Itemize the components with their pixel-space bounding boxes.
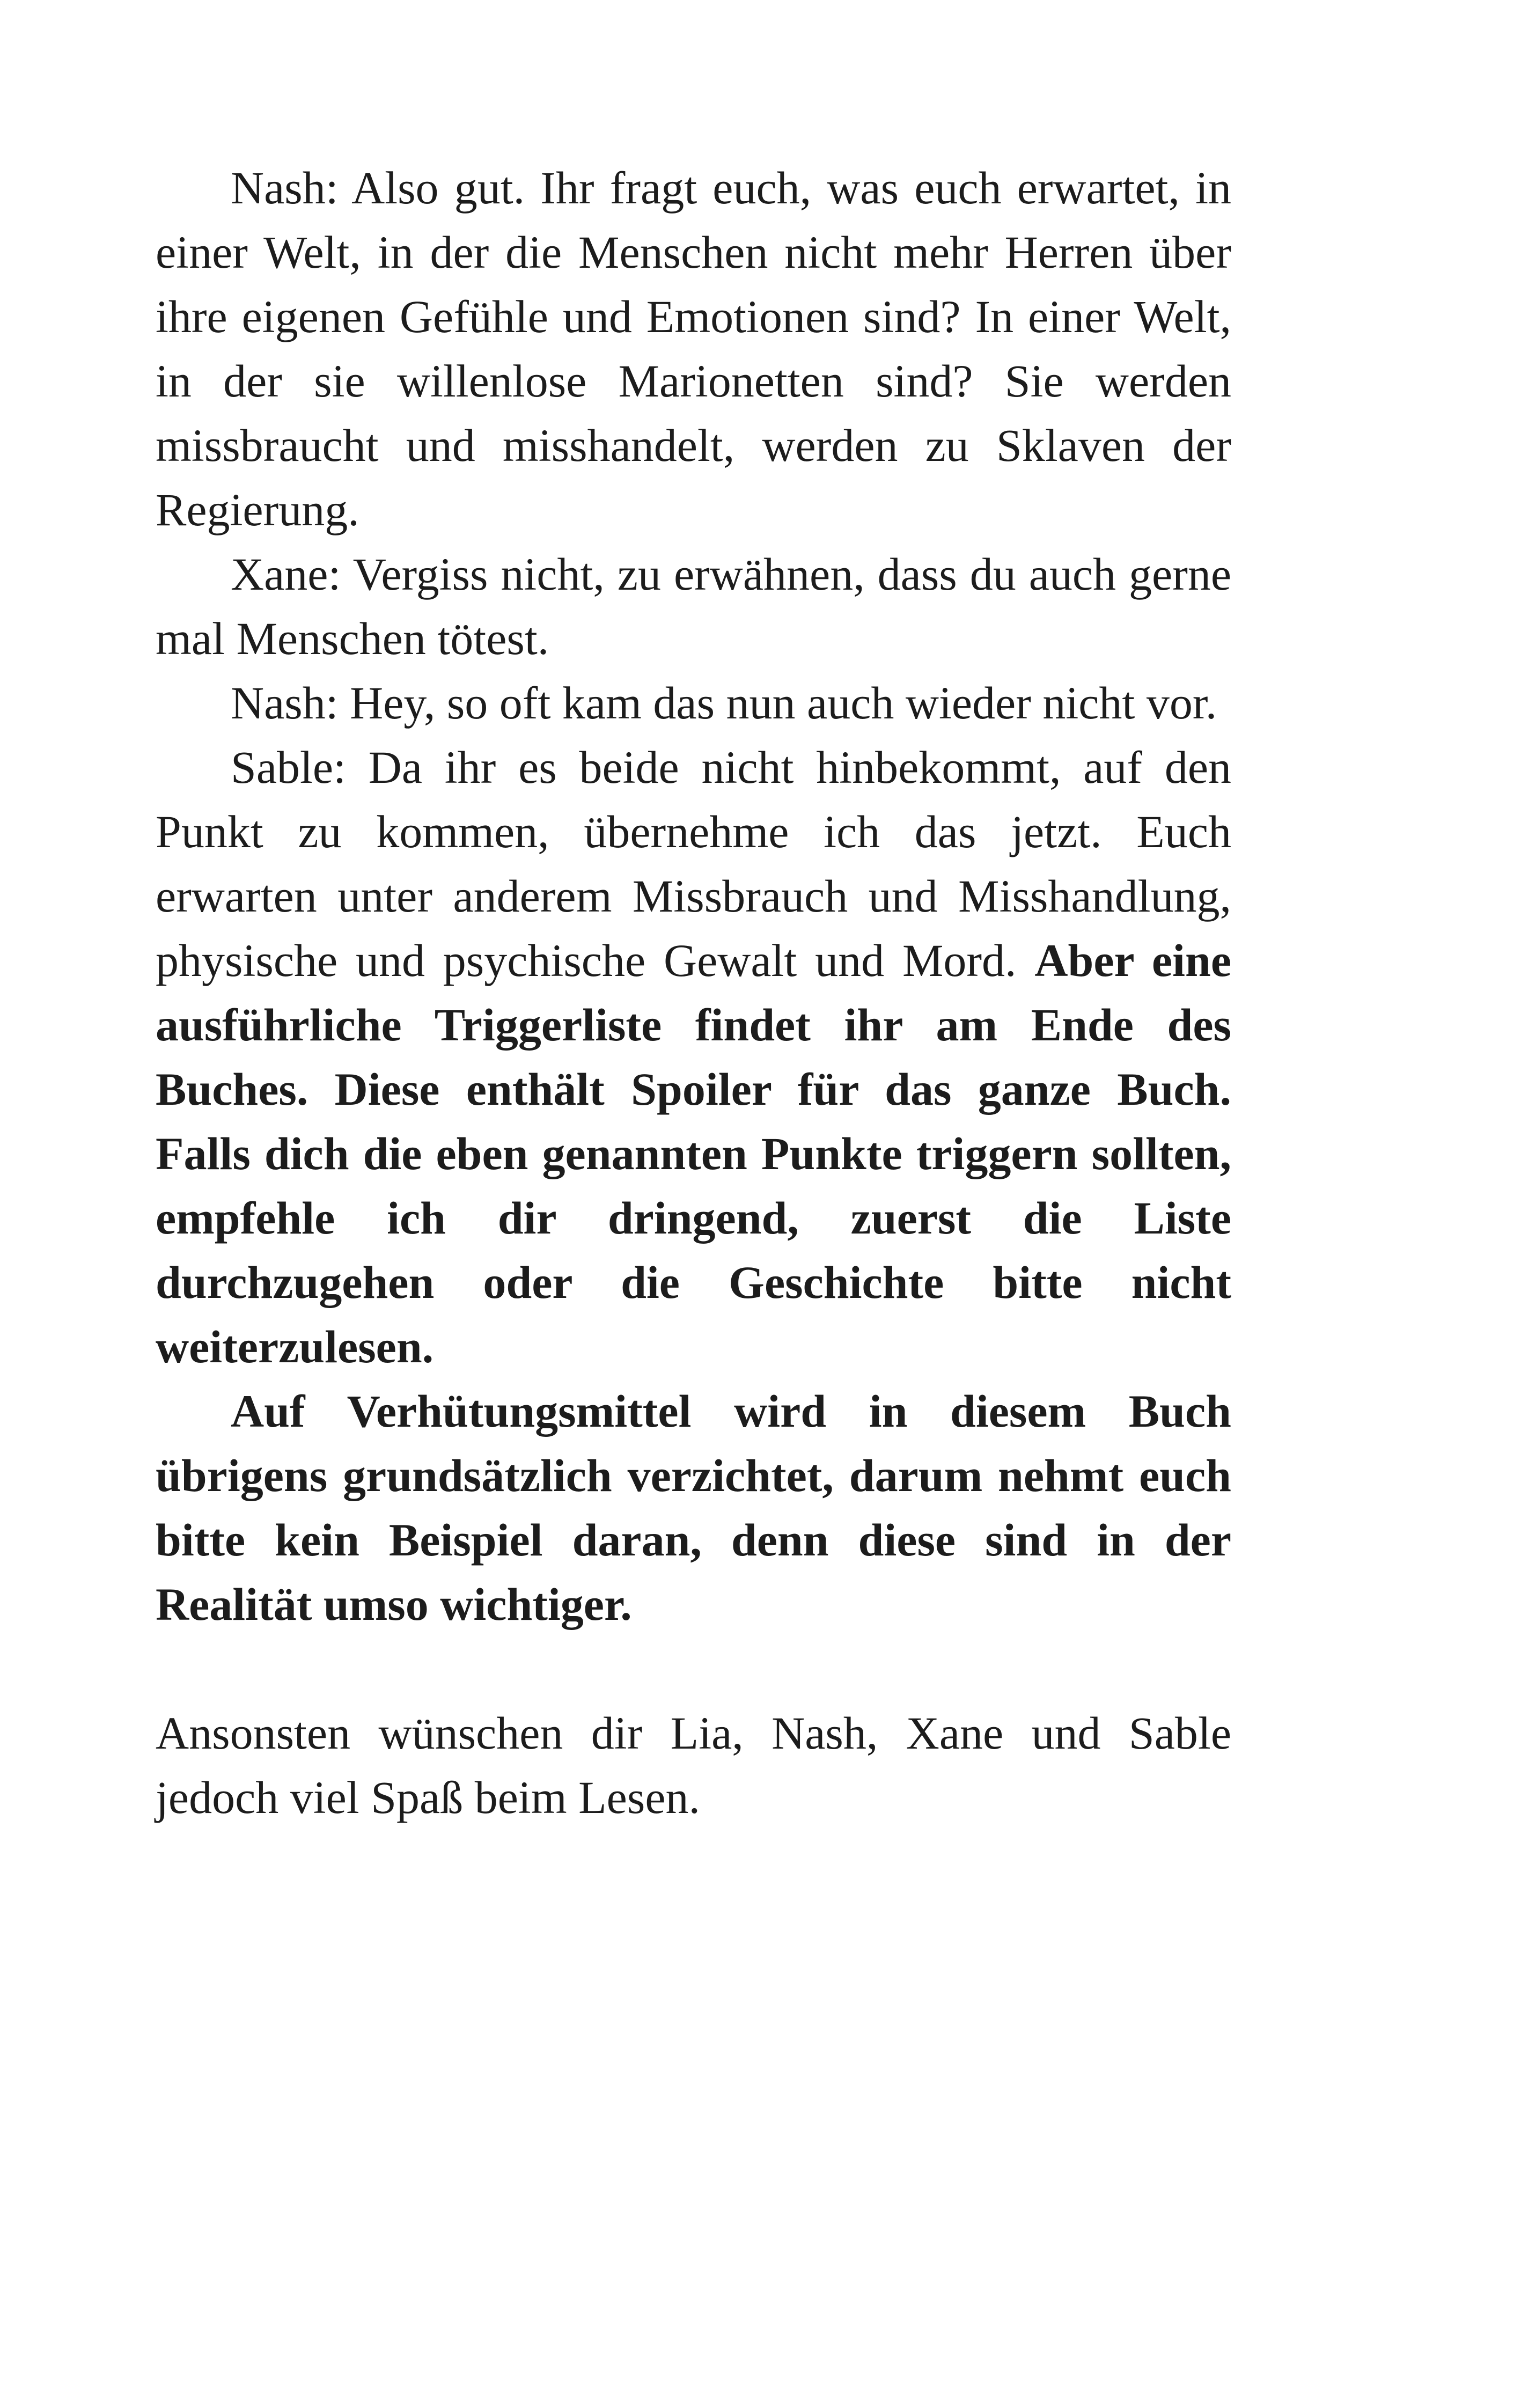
sable-plain-text: Sable: Da ihr es beide nicht hinbekommt, auf den Punkt zu kommen, übernehme ich das jetzt. Euch erwarten unter anderem Missbrauch und Misshandlung, physische und psychische Gewalt und Mord. bbox=[156, 742, 1231, 986]
page-text bbox=[156, 156, 1231, 1830]
paragraph-contraception-note: Auf Verhütungsmittel wird in diesem Buch übrigens grundsätzlich verzichtet, darum nehmt euch bitte kein Beispiel daran, denn diese sind in der Realität umso wichtiger. bbox=[156, 1385, 1231, 1630]
paragraph-xane: Xane: Vergiss nicht, zu erwähnen, dass du auch gerne mal Menschen tötest. bbox=[156, 548, 1231, 664]
paragraph-nash-reply: Nash: Hey, so oft kam das nun auch wieder nicht vor. bbox=[231, 677, 1217, 729]
paragraph-closing: Ansonsten wünschen dir Lia, Nash, Xane und Sable jedoch viel Spaß beim Lesen. bbox=[156, 1707, 1231, 1823]
trigger-warning-text: Aber eine ausführliche Triggerliste findet ihr am Ende des Buches. Diese enthält Spoiler für das ganze Buch. Falls dich die eben genannten Punkte triggern sollten, empfehle ich dir dringend, zuerst die Liste durchzugehen oder die Geschichte bitte nicht weiterzulesen. bbox=[156, 935, 1231, 1372]
paragraph-spacer bbox=[156, 1636, 1231, 1701]
paragraph-nash-intro: Nash: Also gut. Ihr fragt euch, was euch erwartet, in einer Welt, in der die Menschen nicht mehr Herren über ihre eigenen Gefühle und Emotionen sind? In einer Welt, in der sie willenlose Marionetten sind? Sie werden missbraucht und misshandelt, werden zu Sklaven der Regierung. bbox=[156, 162, 1231, 535]
paragraph-sable bbox=[156, 735, 1231, 1379]
